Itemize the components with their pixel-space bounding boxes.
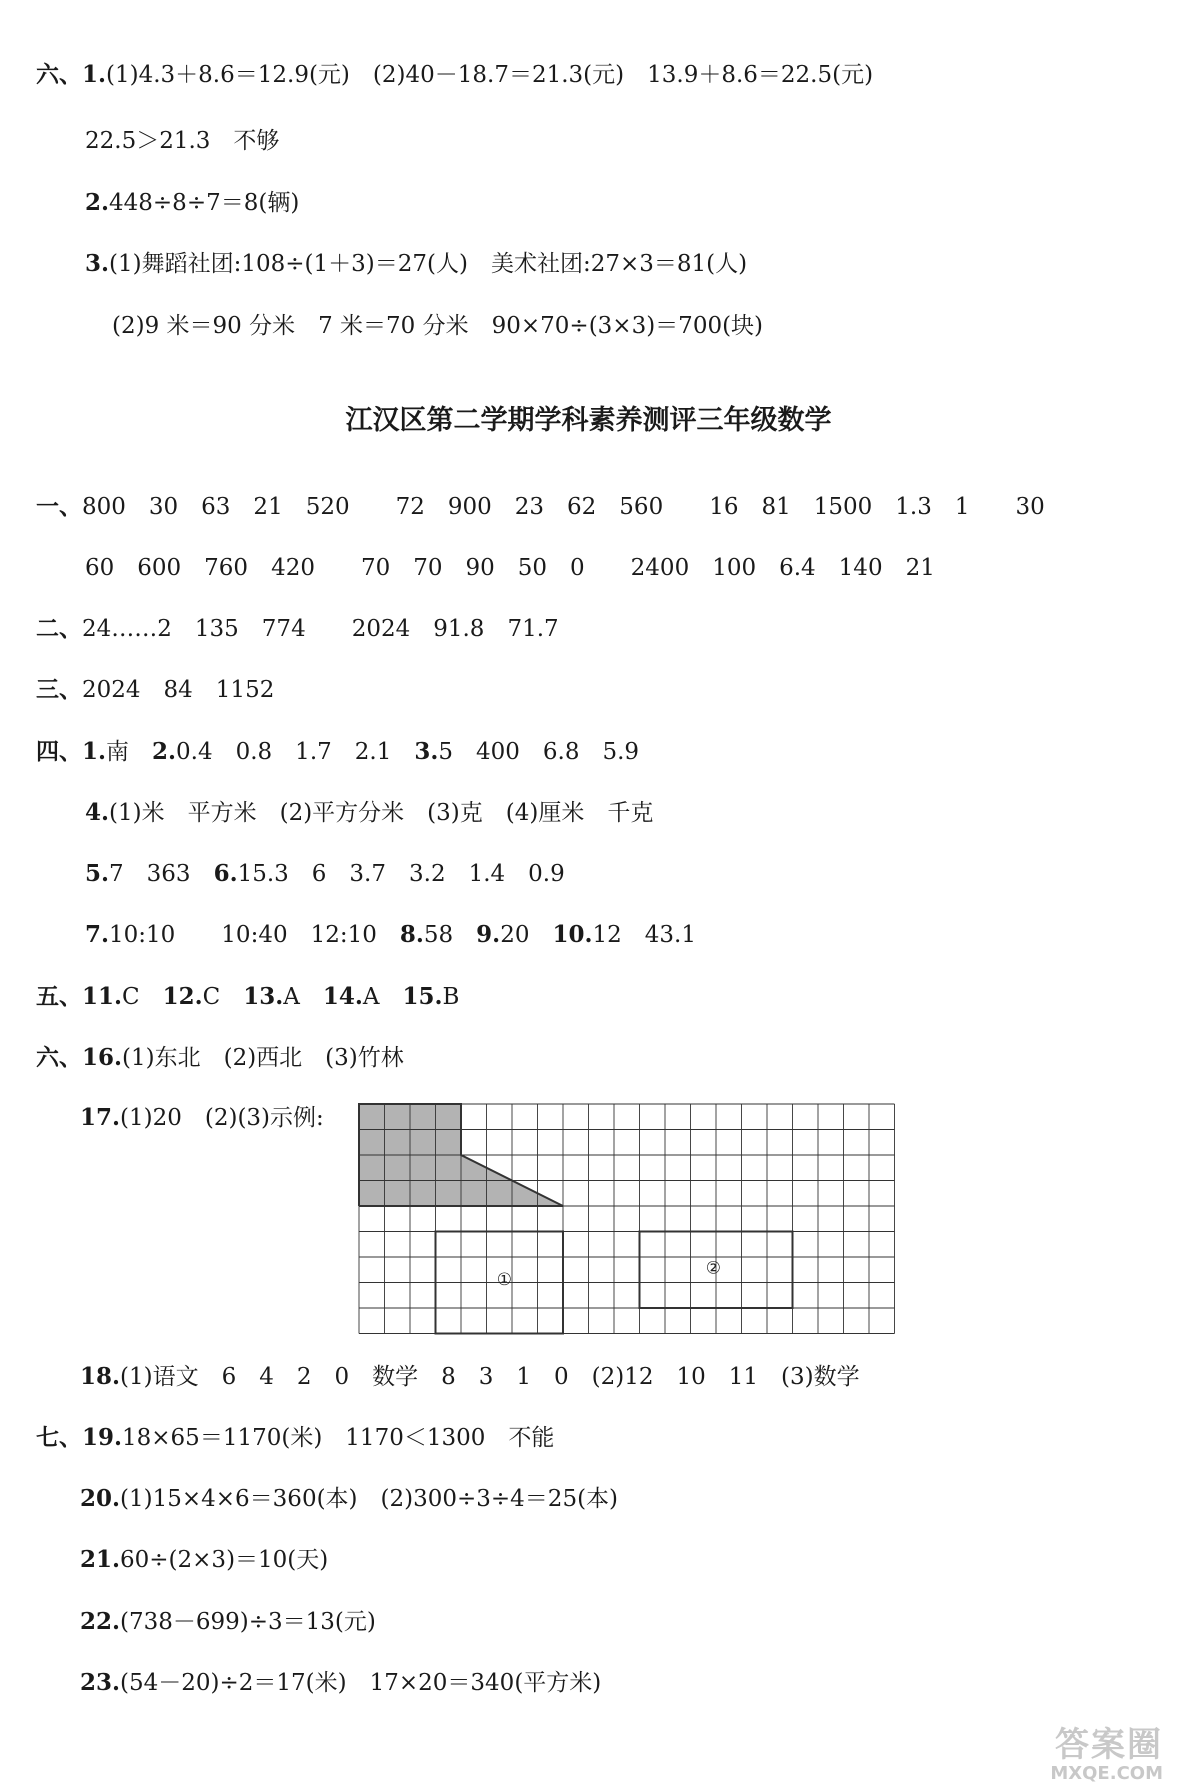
answer-line-19	[80, 1484, 618, 1514]
question-number: 3.	[85, 250, 110, 277]
question-number: 五、11.	[36, 983, 123, 1010]
answer-text: 10:10 10:40 12:10	[109, 922, 400, 948]
grid-figure	[358, 1103, 896, 1337]
question-number: 7.	[85, 921, 110, 948]
answer-line-21	[80, 1607, 376, 1637]
question-number: 六、1.	[36, 61, 107, 88]
answer-text: B	[442, 984, 460, 1010]
question-number: 14.	[322, 983, 363, 1010]
answer-line-13	[85, 920, 696, 950]
question-number: 22.	[80, 1608, 121, 1635]
answer-text: (1)15×4×6＝360(本) (2)300÷3÷4＝25(本)	[120, 1486, 619, 1512]
answer-text: (738－699)÷3＝13(元)	[120, 1609, 376, 1635]
answer-line-3	[85, 188, 299, 218]
question-number: 七、19.	[36, 1424, 123, 1451]
section-title: 江汉区第二学期学科素养测评三年级数学	[345, 405, 832, 436]
answer-text: 7 363	[109, 861, 214, 887]
answer-line-5	[112, 311, 763, 341]
question-number: 10.	[552, 921, 593, 948]
answer-line-10	[36, 737, 639, 767]
question-number: 15.	[402, 983, 443, 1010]
question-number: 18.	[80, 1363, 121, 1390]
answer-text: (1)舞蹈社团:108÷(1＋3)＝27(人) 美术社团:27×3＝81(人)	[109, 251, 748, 277]
question-number: 9.	[476, 921, 501, 948]
answer-text: 18×65＝1170(米) 1170＜1300 不能	[122, 1425, 555, 1451]
answer-text: (1)20 (2)(3)示例:	[120, 1105, 324, 1131]
answer-line-7	[85, 553, 935, 583]
answer-line-8	[36, 614, 559, 644]
question-number: 20.	[80, 1485, 121, 1512]
answer-text: (1)东北 (2)西北 (3)竹林	[122, 1045, 404, 1071]
question-number: 5.	[85, 860, 110, 887]
question-number: 二、	[36, 615, 82, 642]
answer-line-4	[85, 249, 747, 279]
watermark-logo-text: 答案圈	[1055, 1725, 1163, 1765]
answer-line-20	[80, 1545, 328, 1575]
question-number: 三、	[36, 676, 82, 703]
question-number: 四、1.	[36, 738, 107, 765]
answer-line-1	[36, 60, 873, 90]
question-number: 12.	[162, 983, 203, 1010]
answer-line-22	[80, 1668, 601, 1698]
answer-line-12	[85, 859, 565, 889]
answer-text: 58	[423, 922, 477, 948]
answer-line-11	[85, 798, 653, 828]
answer-text: (2)9 米＝90 分米 7 米＝70 分米 90×70÷(3×3)＝700(块)	[112, 313, 764, 339]
question-number: 21.	[80, 1546, 121, 1573]
answer-line-14	[36, 982, 459, 1012]
rectangle-1-label: ①	[496, 1270, 512, 1291]
question-number: 13.	[243, 983, 284, 1010]
question-number: 17.	[80, 1104, 121, 1131]
answer-line-18	[36, 1423, 554, 1453]
answer-line-9	[36, 675, 274, 705]
rectangle-2-label: ②	[705, 1258, 722, 1279]
question-number: 2.	[85, 189, 110, 216]
answer-text: 20	[500, 922, 553, 948]
answer-text: A	[362, 984, 403, 1010]
answer-line-2	[85, 126, 279, 156]
question-number: 3.	[414, 738, 439, 765]
answer-text: 448÷8÷7＝8(辆)	[109, 190, 300, 216]
answer-text: 0.4 0.8 1.7 2.1	[176, 739, 415, 765]
answer-text: A	[283, 984, 323, 1010]
answer-text: 12 43.1	[592, 922, 696, 948]
question-number: 8.	[399, 921, 424, 948]
answer-line-16	[80, 1103, 324, 1133]
answer-text: 22.5＞21.3 不够	[85, 128, 280, 154]
answer-line-6	[36, 492, 1045, 522]
watermark-url: MXQE.COM	[1050, 1763, 1163, 1784]
answer-text: (54－20)÷2＝17(米) 17×20＝340(平方米)	[120, 1670, 602, 1696]
answer-text: 南	[106, 739, 153, 765]
answer-text: 24……2 135 774 2024 91.8 71.7	[82, 616, 559, 642]
answer-text: (1)米 平方米 (2)平方分米 (3)克 (4)厘米 千克	[109, 800, 654, 826]
answer-text: C	[202, 984, 244, 1010]
answer-text: 60 600 760 420 70 70 90 50 0 2400 100 6.4 140 21	[85, 555, 935, 581]
answer-text: 800 30 63 21 520 72 900 23 62 560 16 81 1500 1.3 1 30	[82, 494, 1045, 520]
answer-text: 60÷(2×3)＝10(天)	[120, 1547, 329, 1573]
answer-text: (1)语文 6 4 2 0 数学 8 3 1 0 (2)12 10 11 (3)数学	[120, 1364, 860, 1390]
answer-line-15	[36, 1043, 404, 1073]
question-number: 一、	[36, 493, 82, 520]
question-number: 2.	[152, 738, 177, 765]
question-number: 23.	[80, 1669, 121, 1696]
answer-text: 2024 84 1152	[82, 677, 275, 703]
answer-text: 5 400 6.8 5.9	[438, 739, 640, 765]
question-number: 六、16.	[36, 1044, 123, 1071]
question-number: 4.	[85, 799, 110, 826]
answer-text: C	[122, 984, 163, 1010]
answer-line-17	[80, 1362, 860, 1392]
watermark	[1013, 1726, 1163, 1786]
answer-text: 15.3 6 3.7 3.2 1.4 0.9	[237, 861, 565, 887]
answer-text: (1)4.3＋8.6＝12.9(元) (2)40－18.7＝21.3(元) 13.9＋8.6＝22.5(元)	[106, 62, 874, 88]
question-number: 6.	[213, 860, 238, 887]
